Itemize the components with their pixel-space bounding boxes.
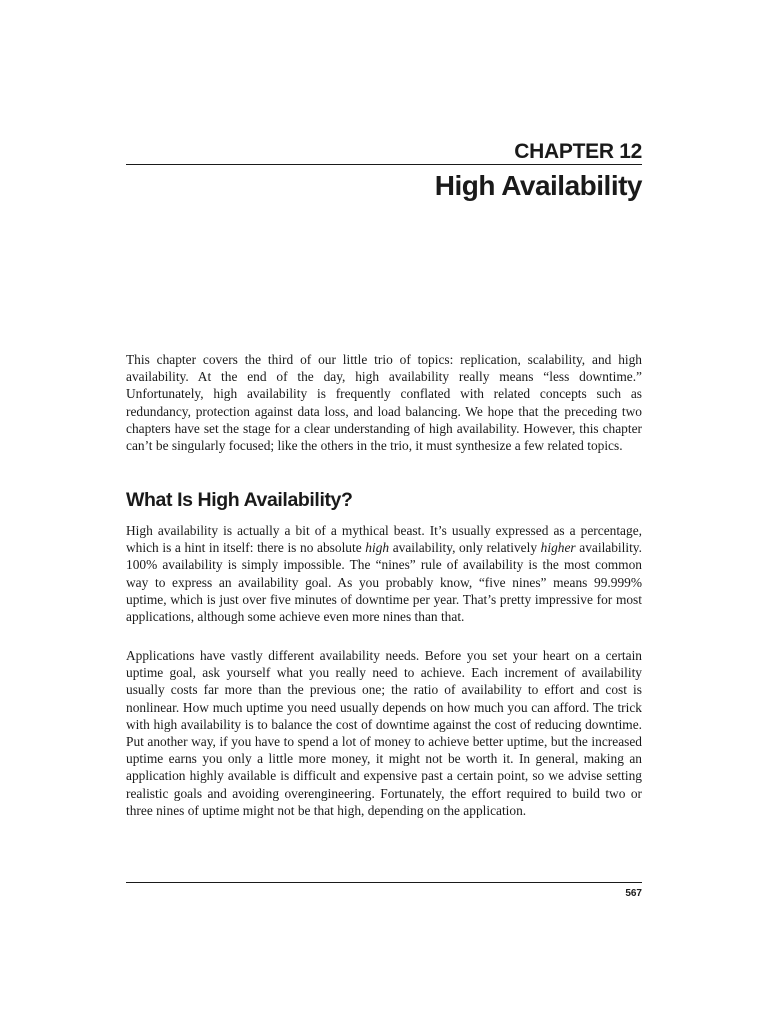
emphasis-higher: higher <box>540 540 576 556</box>
chapter-title: High Availability <box>434 170 642 201</box>
chapter-divider <box>126 164 642 165</box>
paragraph-text: availability. 100% availability is simply impossible. The “nines” rule of availability is the most common way to express an availability goal. As you probably know, “five nines” means 99.999% uptime, which is just over five minutes of downtime per year. That’s pretty impressive for most applications, although some achieve even more nines than that. <box>126 540 642 625</box>
footer-divider <box>126 882 642 883</box>
section-heading: What Is High Availability? <box>126 489 353 511</box>
page-number: 567 <box>625 888 642 899</box>
section-paragraph-2: Applications have vastly different availability needs. Before you set your heart on a certain uptime goal, ask yourself what you really need to achieve. Each increment of availability usually costs far more than the previous one; the ratio of availability to effort and cost is nonlinear. How much uptime you need usually depends on how much you can afford. The trick with high availability is to balance the cost of downtime against the cost of reducing downtime. Put another way, if you have to spend a lot of money to achieve better uptime, but the increased uptime earns you only a little more money, it might not be worth it. In general, making an application highly available is difficult and expensive past a certain point, so we advise setting realistic goals and avoiding overengineering. Fortunately, the effort required to build two or three nines of uptime might not be that high, depending on the application. <box>126 648 642 818</box>
intro-paragraph: This chapter covers the third of our little trio of topics: replication, scalability, and high availability. At the end of the day, high availability really means “less downtime.” Unfortunately, high availability is frequently conflated with related concepts such as redundancy, protection against data loss, and load balancing. We hope that the preceding two chapters have set the stage for a clear understanding of high availability. However, this chapter can’t be singularly focused; like the others in the trio, it must synthesize a few related topics. <box>126 352 642 454</box>
section-paragraph-1 <box>126 522 642 625</box>
emphasis-high: high <box>365 540 390 556</box>
paragraph-text: High availability is actually a bit of a mythical beast. It’s usually expressed as a percentage, which is a hint in itself: there is no absolute <box>126 523 642 556</box>
chapter-label: CHAPTER 12 <box>514 140 642 163</box>
paragraph-text: availability, only relatively <box>389 540 541 556</box>
